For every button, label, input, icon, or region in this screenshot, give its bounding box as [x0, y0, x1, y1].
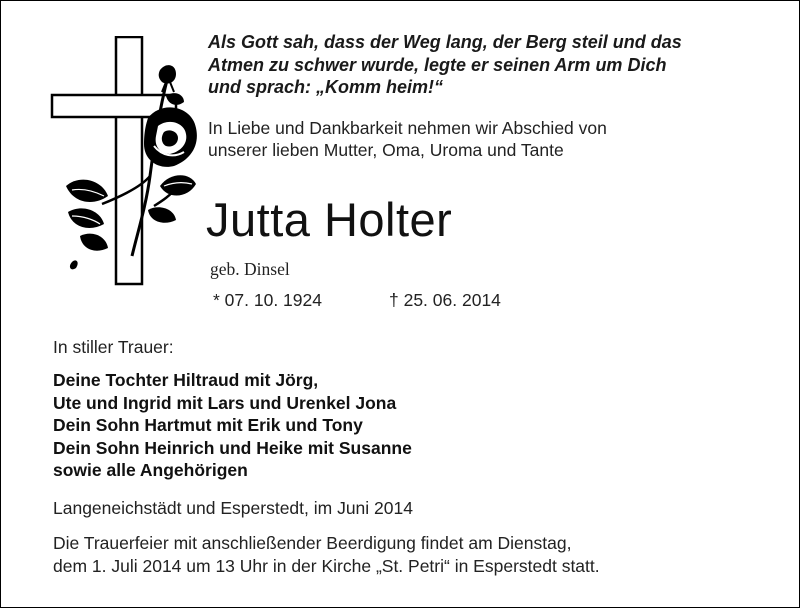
birth-name: geb. Dinsel: [210, 259, 290, 279]
funeral-info: [53, 532, 600, 577]
birth-date: * 07. 10. 1924: [213, 290, 322, 310]
cross-with-rose-icon: [50, 36, 200, 296]
mourner-line: sowie alle Angehörigen: [53, 460, 248, 481]
intro-line: In Liebe und Dankbarkeit nehmen wir Abschied von: [208, 118, 607, 138]
quote-line: Als Gott sah, dass der Weg lang, der Berg steil und das: [208, 32, 682, 52]
quote-line: Atmen zu schwer wurde, legte er seinen Arm um Dich: [208, 54, 667, 75]
quote-verse: [208, 31, 682, 99]
funeral-line: Die Trauerfeier mit anschließender Beerdigung findet am Dienstag,: [53, 533, 572, 553]
farewell-intro: [208, 117, 607, 161]
death-date: † 25. 06. 2014: [389, 290, 501, 310]
mourning-label: In stiller Trauer:: [53, 337, 174, 357]
mourners-list: [53, 369, 412, 482]
mourner-line: Ute und Ingrid mit Lars und Urenkel Jona: [53, 392, 397, 413]
deceased-name: Jutta Holter: [206, 193, 453, 246]
intro-line: unserer lieben Mutter, Oma, Uroma und Tante: [208, 140, 564, 160]
mourner-line: Deine Tochter Hiltraud mit Jörg,: [53, 370, 319, 390]
mourner-line: Dein Sohn Heinrich und Heike mit Susanne: [53, 437, 412, 458]
funeral-line: dem 1. Juli 2014 um 13 Uhr in der Kirche „St. Petri“ in Esperstedt statt.: [53, 555, 600, 576]
place-and-date: Langeneichstädt und Esperstedt, im Juni 2014: [53, 498, 413, 518]
quote-line: und sprach: „Komm heim!“: [208, 77, 444, 97]
mourner-line: Dein Sohn Hartmut mit Erik und Tony: [53, 415, 363, 436]
